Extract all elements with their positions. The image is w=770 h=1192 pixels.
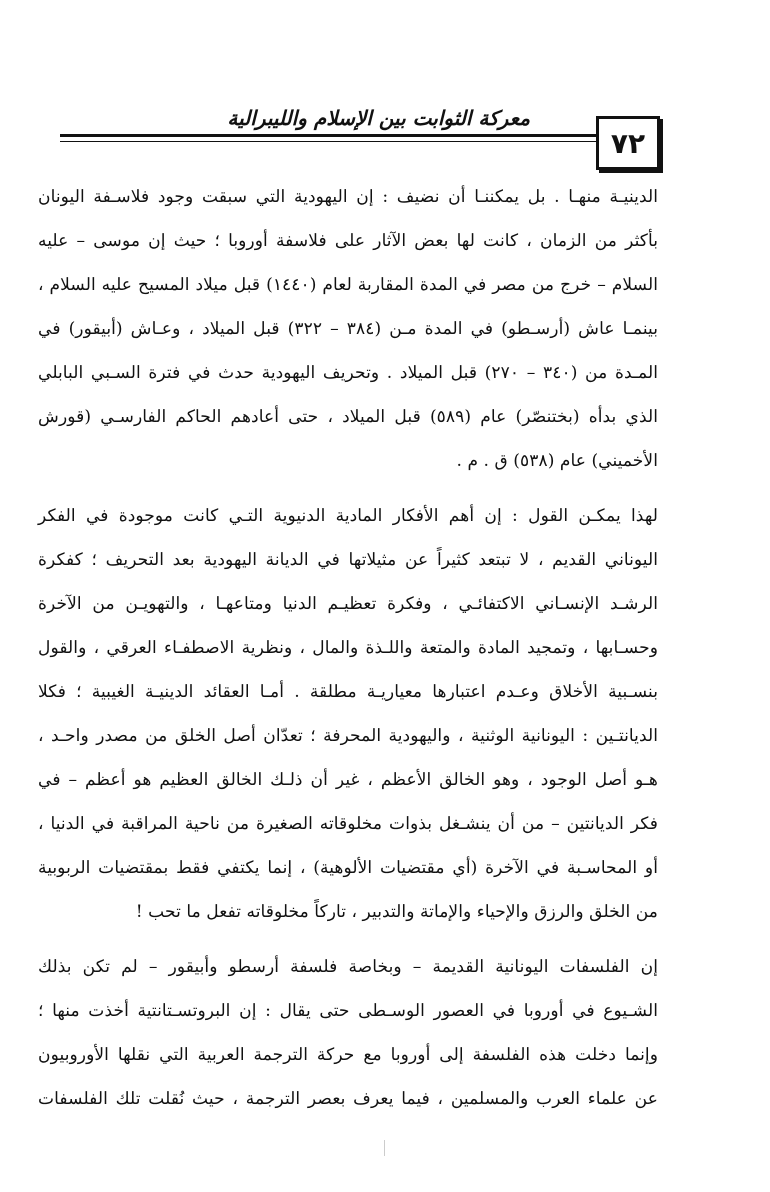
- page-header: [60, 92, 660, 172]
- body-text: [38, 175, 658, 1121]
- text-line: السلام – خرج من مصر في المدة المقاربة لعام (١٤٤٠) قبل ميلاد المسيح عليه السلام ،: [38, 275, 659, 295]
- text-line: بأكثر من الزمان ، كانت لها بعض الآثار على فلاسفة أوروبا ؛ حيث إن موسى – عليه: [38, 231, 658, 251]
- text-line: الذي بدأه (بختنصّر) عام (٥٨٩) قبل الميلاد ، حتى أعادهم الحاكم الفارسـي (قورش: [38, 407, 658, 427]
- header-rule-thick: [60, 134, 600, 137]
- paragraph-gap: [38, 934, 658, 945]
- text-line: الأخميني) عام (٥٣٨) ق . م .: [456, 451, 658, 471]
- text-line: إن الفلسفات اليونانية القديمة – وبخاصة فلسفة أرسطو وأبيقور – لم تكن بذلك: [38, 957, 658, 977]
- text-line: وإنما دخلت هذه الفلسفة إلى أوروبا مع حركة الترجمة العربية التي نقلها الأوروبيون: [38, 1045, 658, 1065]
- header-rule-thin: [60, 141, 600, 142]
- text-line: الرشـد الإنسـاني الاكتفائـي ، وفكرة تعظيـم الدنيا ومتاعهـا ، والتهويـن من الآخرة: [38, 594, 658, 614]
- text-line: الشـيوع في أوروبا في العصور الوسـطى حتى يقال : إن البروتسـتانتية أخذت منها ؛: [38, 1001, 658, 1021]
- text-line: هـو أصل الوجود ، وهو الخالق الأعظم ، غير أن ذلـك الخالق العظيم هو أعظم – في: [38, 770, 658, 790]
- text-line: لهذا يمكـن القول : إن أهم الأفكار المادية الدنيوية التـي كانت موجودة في الفكر: [38, 506, 658, 526]
- text-line: فكر الديانتين – من أن ينشـغل بذوات مخلوقاته الصغيرة من ناحية المراقبة في الدنيا ،: [38, 814, 658, 834]
- text-line: المـدة من (٣٤٠ – ٢٧٠) قبل الميلاد . وتحريف اليهودية حدث في فترة السـبي البابلي: [38, 363, 658, 383]
- paragraph: [38, 945, 658, 1121]
- text-line: بنسـبية الأخلاق وعـدم اعتبارها معياريـة مطلقة . أمـا العقائد الدينيـة الغيبية ؛ فكلا: [38, 682, 658, 702]
- paragraph: [38, 494, 658, 934]
- text-line: الديانتـين : اليونانية الوثنية ، واليهودية المحرفة ؛ تعدّان أصل الخلق من مصدر واحـد ،: [38, 726, 658, 746]
- text-line: عن علماء العرب والمسلمين ، فيما يعرف بعصر الترجمة ، حيث نُقلت تلك الفلسفات: [38, 1089, 658, 1109]
- text-line: أو المحاسـبة في الآخرة (أي مقتضيات الألوهية) ، إنما يكتفي فقط بمقتضيات الربوبية: [38, 858, 658, 878]
- text-line: اليوناني القديم ، لا تبتعد كثيراً عن مثيلاتها في الديانة اليهودية بعد التحريف ؛ كفكرة: [38, 550, 658, 570]
- paragraph-gap: [38, 483, 658, 494]
- text-line: الدينيـة منهـا . بل يمكننـا أن نضيف : إن اليهودية التي سبقت وجود فلاسـفة اليونان: [38, 187, 658, 207]
- running-title: معركة الثوابت بين الإسلام والليبرالية: [227, 106, 530, 130]
- text-line: من الخلق والرزق والإحياء والإماتة والتدبير ، تاركاً مخلوقاته تفعل ما تحب !: [135, 902, 658, 922]
- paragraph: [38, 175, 658, 483]
- page-number-box: [596, 116, 660, 170]
- text-line: بينمـا عاش (أرسـطو) في المدة مـن (٣٨٤ – ٣٢٢) قبل الميلاد ، وعـاش (أبيقور) في: [38, 319, 658, 339]
- text-line: وحسـابها ، وتمجيد المادة والمتعة واللـذة والمال ، ونظرية الاصطفـاء العرقي ، والقول: [38, 638, 658, 658]
- page-number: ٧٢: [610, 126, 646, 160]
- gutter-mark: [384, 1140, 385, 1156]
